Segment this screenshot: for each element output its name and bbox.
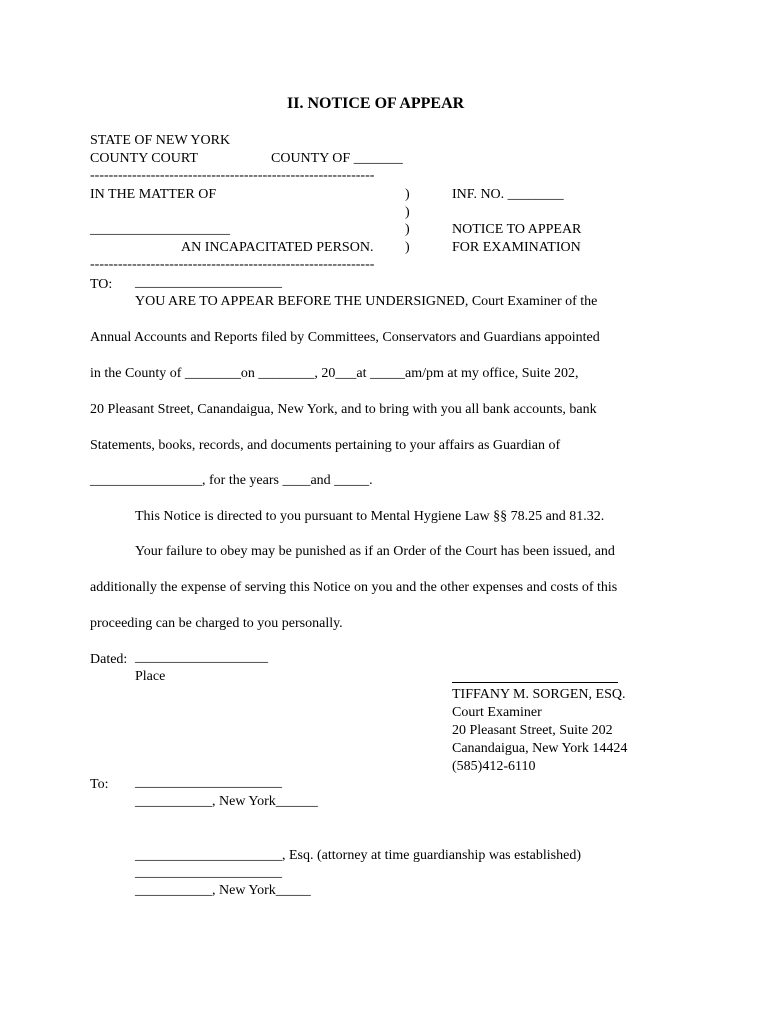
caption-paren: ) — [405, 240, 410, 255]
inf-no: INF. NO. ________ — [452, 187, 564, 202]
body-text: Statements, books, records, and documents pertaining to your affairs as Guardian of — [90, 438, 561, 453]
body-text: This Notice is directed to you pursuant to Mental Hygiene Law §§ 78.25 and 81.32. — [135, 509, 605, 524]
caption-divider-bottom: ------------------------------------------------------------- — [90, 257, 375, 272]
signatory-name: TIFFANY M. SORGEN, ESQ. — [452, 687, 626, 702]
page-title: II. NOTICE OF APPEAR — [287, 95, 465, 112]
caption-county: COUNTY OF _______ — [271, 151, 403, 166]
caption-court: COUNTY COURT — [90, 151, 198, 166]
attorney-address: ___________, New York_____ — [135, 883, 311, 898]
caption-state: STATE OF NEW YORK — [90, 133, 231, 148]
caption-divider-top: ------------------------------------------------------------- — [90, 168, 375, 183]
signatory-role: Court Examiner — [452, 705, 542, 720]
body-text: YOU ARE TO APPEAR BEFORE THE UNDERSIGNED, Court Examiner of the — [135, 294, 598, 309]
body-text: 20 Pleasant Street, Canandaigua, New York, and to bring with you all bank accounts, bank — [90, 402, 597, 417]
to-blank: _____________________ — [135, 275, 282, 290]
body-text: ________________, for the years ____and _____. — [90, 473, 373, 488]
caption-name-blank: ____________________ — [90, 222, 230, 237]
body-text: Annual Accounts and Reports filed by Committees, Conservators and Guardians appointed — [90, 330, 600, 345]
dated-blank: ___________________ — [135, 650, 268, 665]
to-label: TO: — [90, 277, 113, 292]
signatory-phone: (585)412-6110 — [452, 759, 536, 774]
dated-label: Dated: — [90, 652, 128, 667]
body-text: Your failure to obey may be punished as if an Order of the Court has been issued, and — [135, 544, 615, 559]
attorney-blank: _____________________ — [135, 865, 282, 880]
signatory-address: Canandaigua, New York 14424 — [452, 741, 628, 756]
signatory-address: 20 Pleasant Street, Suite 202 — [452, 723, 613, 738]
body-text: additionally the expense of serving this Notice on you and the other expenses and costs of this — [90, 580, 618, 595]
caption-incapacitated: AN INCAPACITATED PERSON. — [181, 240, 374, 255]
recipient-blank: _____________________ — [135, 775, 282, 790]
recipient-to-label: To: — [90, 777, 109, 792]
caption-matter-of: IN THE MATTER OF — [90, 187, 217, 202]
body-text: in the County of ________on ________, 20___at _____am/pm at my office, Suite 202, — [90, 366, 579, 381]
caption-paren: ) — [405, 222, 410, 237]
caption-paren: ) — [405, 205, 410, 220]
for-examination: FOR EXAMINATION — [452, 240, 581, 255]
attorney-line: _____________________, Esq. (attorney at time guardianship was established) — [135, 848, 581, 863]
recipient-address: ___________, New York______ — [135, 794, 318, 809]
caption-paren: ) — [405, 187, 410, 202]
signature-line — [452, 682, 618, 683]
notice-to-appear: NOTICE TO APPEAR — [452, 222, 582, 237]
place-label: Place — [135, 669, 166, 684]
body-text: proceeding can be charged to you personally. — [90, 616, 343, 631]
